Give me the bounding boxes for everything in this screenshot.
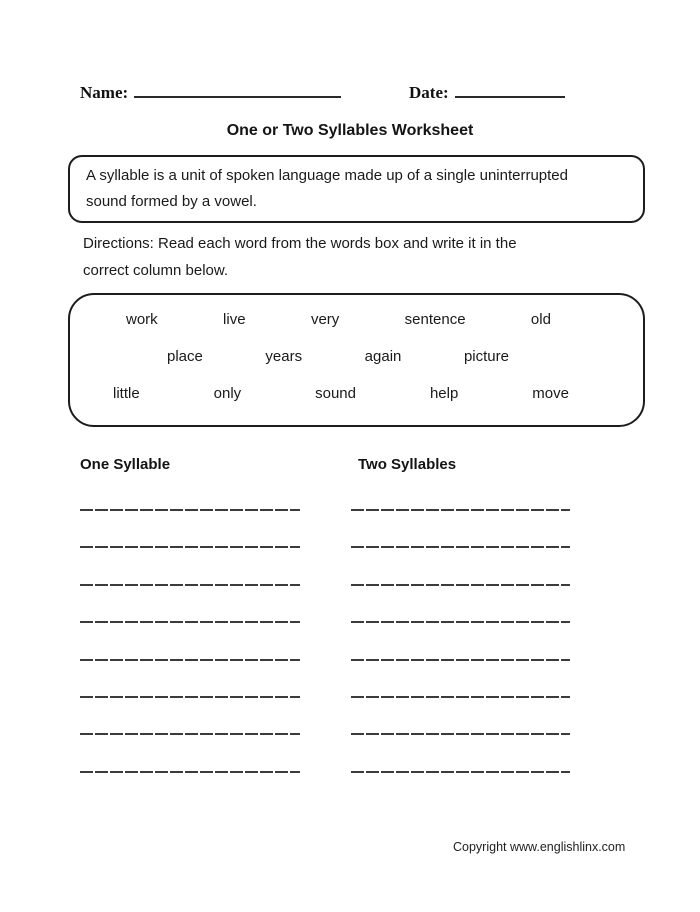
write-line: [351, 621, 570, 623]
write-line: [351, 771, 570, 773]
write-line: [351, 733, 570, 735]
word-bank-row: [70, 301, 643, 338]
date-field-row: [409, 83, 565, 103]
word-bank-word: move: [532, 385, 569, 402]
word-bank-word: years: [265, 348, 303, 365]
write-line: [80, 696, 300, 698]
word-bank-box: [68, 293, 645, 427]
one-syllable-answer-lines: [80, 509, 300, 808]
definition-box: [68, 155, 645, 223]
definition-text-line-2: sound formed by a vowel.: [86, 193, 257, 210]
write-line: [351, 696, 570, 698]
word-bank-row: [70, 338, 643, 375]
write-line: [351, 659, 570, 661]
write-line: [80, 771, 300, 773]
definition-text-line-1: A syllable is a unit of spoken language made up of a single uninterrupted: [86, 167, 568, 184]
word-bank-word: help: [429, 385, 459, 402]
word-bank-word: again: [364, 348, 402, 365]
write-line: [351, 584, 570, 586]
name-blank-line: [134, 83, 341, 98]
word-bank-word: old: [530, 311, 551, 328]
name-label: Name:: [80, 83, 129, 102]
word-bank-word: little: [113, 385, 140, 402]
write-line: [80, 584, 300, 586]
word-bank-word: picture: [463, 348, 509, 365]
two-syllables-answer-lines: [351, 509, 570, 808]
page-title: One or Two Syllables Worksheet: [226, 122, 474, 139]
column-header-two-syllables: Two Syllables: [358, 456, 457, 473]
write-line: [351, 509, 570, 511]
write-line: [80, 733, 300, 735]
word-bank-word: work: [126, 311, 158, 328]
name-field-row: [80, 83, 341, 103]
word-bank-word: live: [223, 311, 246, 328]
word-bank-word: sound: [315, 385, 356, 402]
directions-text-line-2: correct column below.: [83, 262, 229, 279]
copyright-text: Copyright www.englishlinx.com: [453, 840, 626, 854]
write-line: [80, 659, 300, 661]
date-blank-line: [455, 83, 565, 98]
column-header-one-syllable: One Syllable: [80, 456, 171, 473]
write-line: [80, 546, 300, 548]
directions-text: [83, 230, 517, 284]
word-bank-word: sentence: [404, 311, 466, 328]
directions-text-line-1: Directions: Read each word from the words box and write it in the: [83, 235, 517, 252]
word-bank-word: only: [213, 385, 242, 402]
write-line: [80, 509, 300, 511]
date-label: Date:: [409, 83, 449, 102]
word-bank-word: very: [310, 311, 340, 328]
word-bank-word: place: [167, 348, 203, 365]
write-line: [80, 621, 300, 623]
write-line: [351, 546, 570, 548]
word-bank-row: [70, 375, 643, 412]
